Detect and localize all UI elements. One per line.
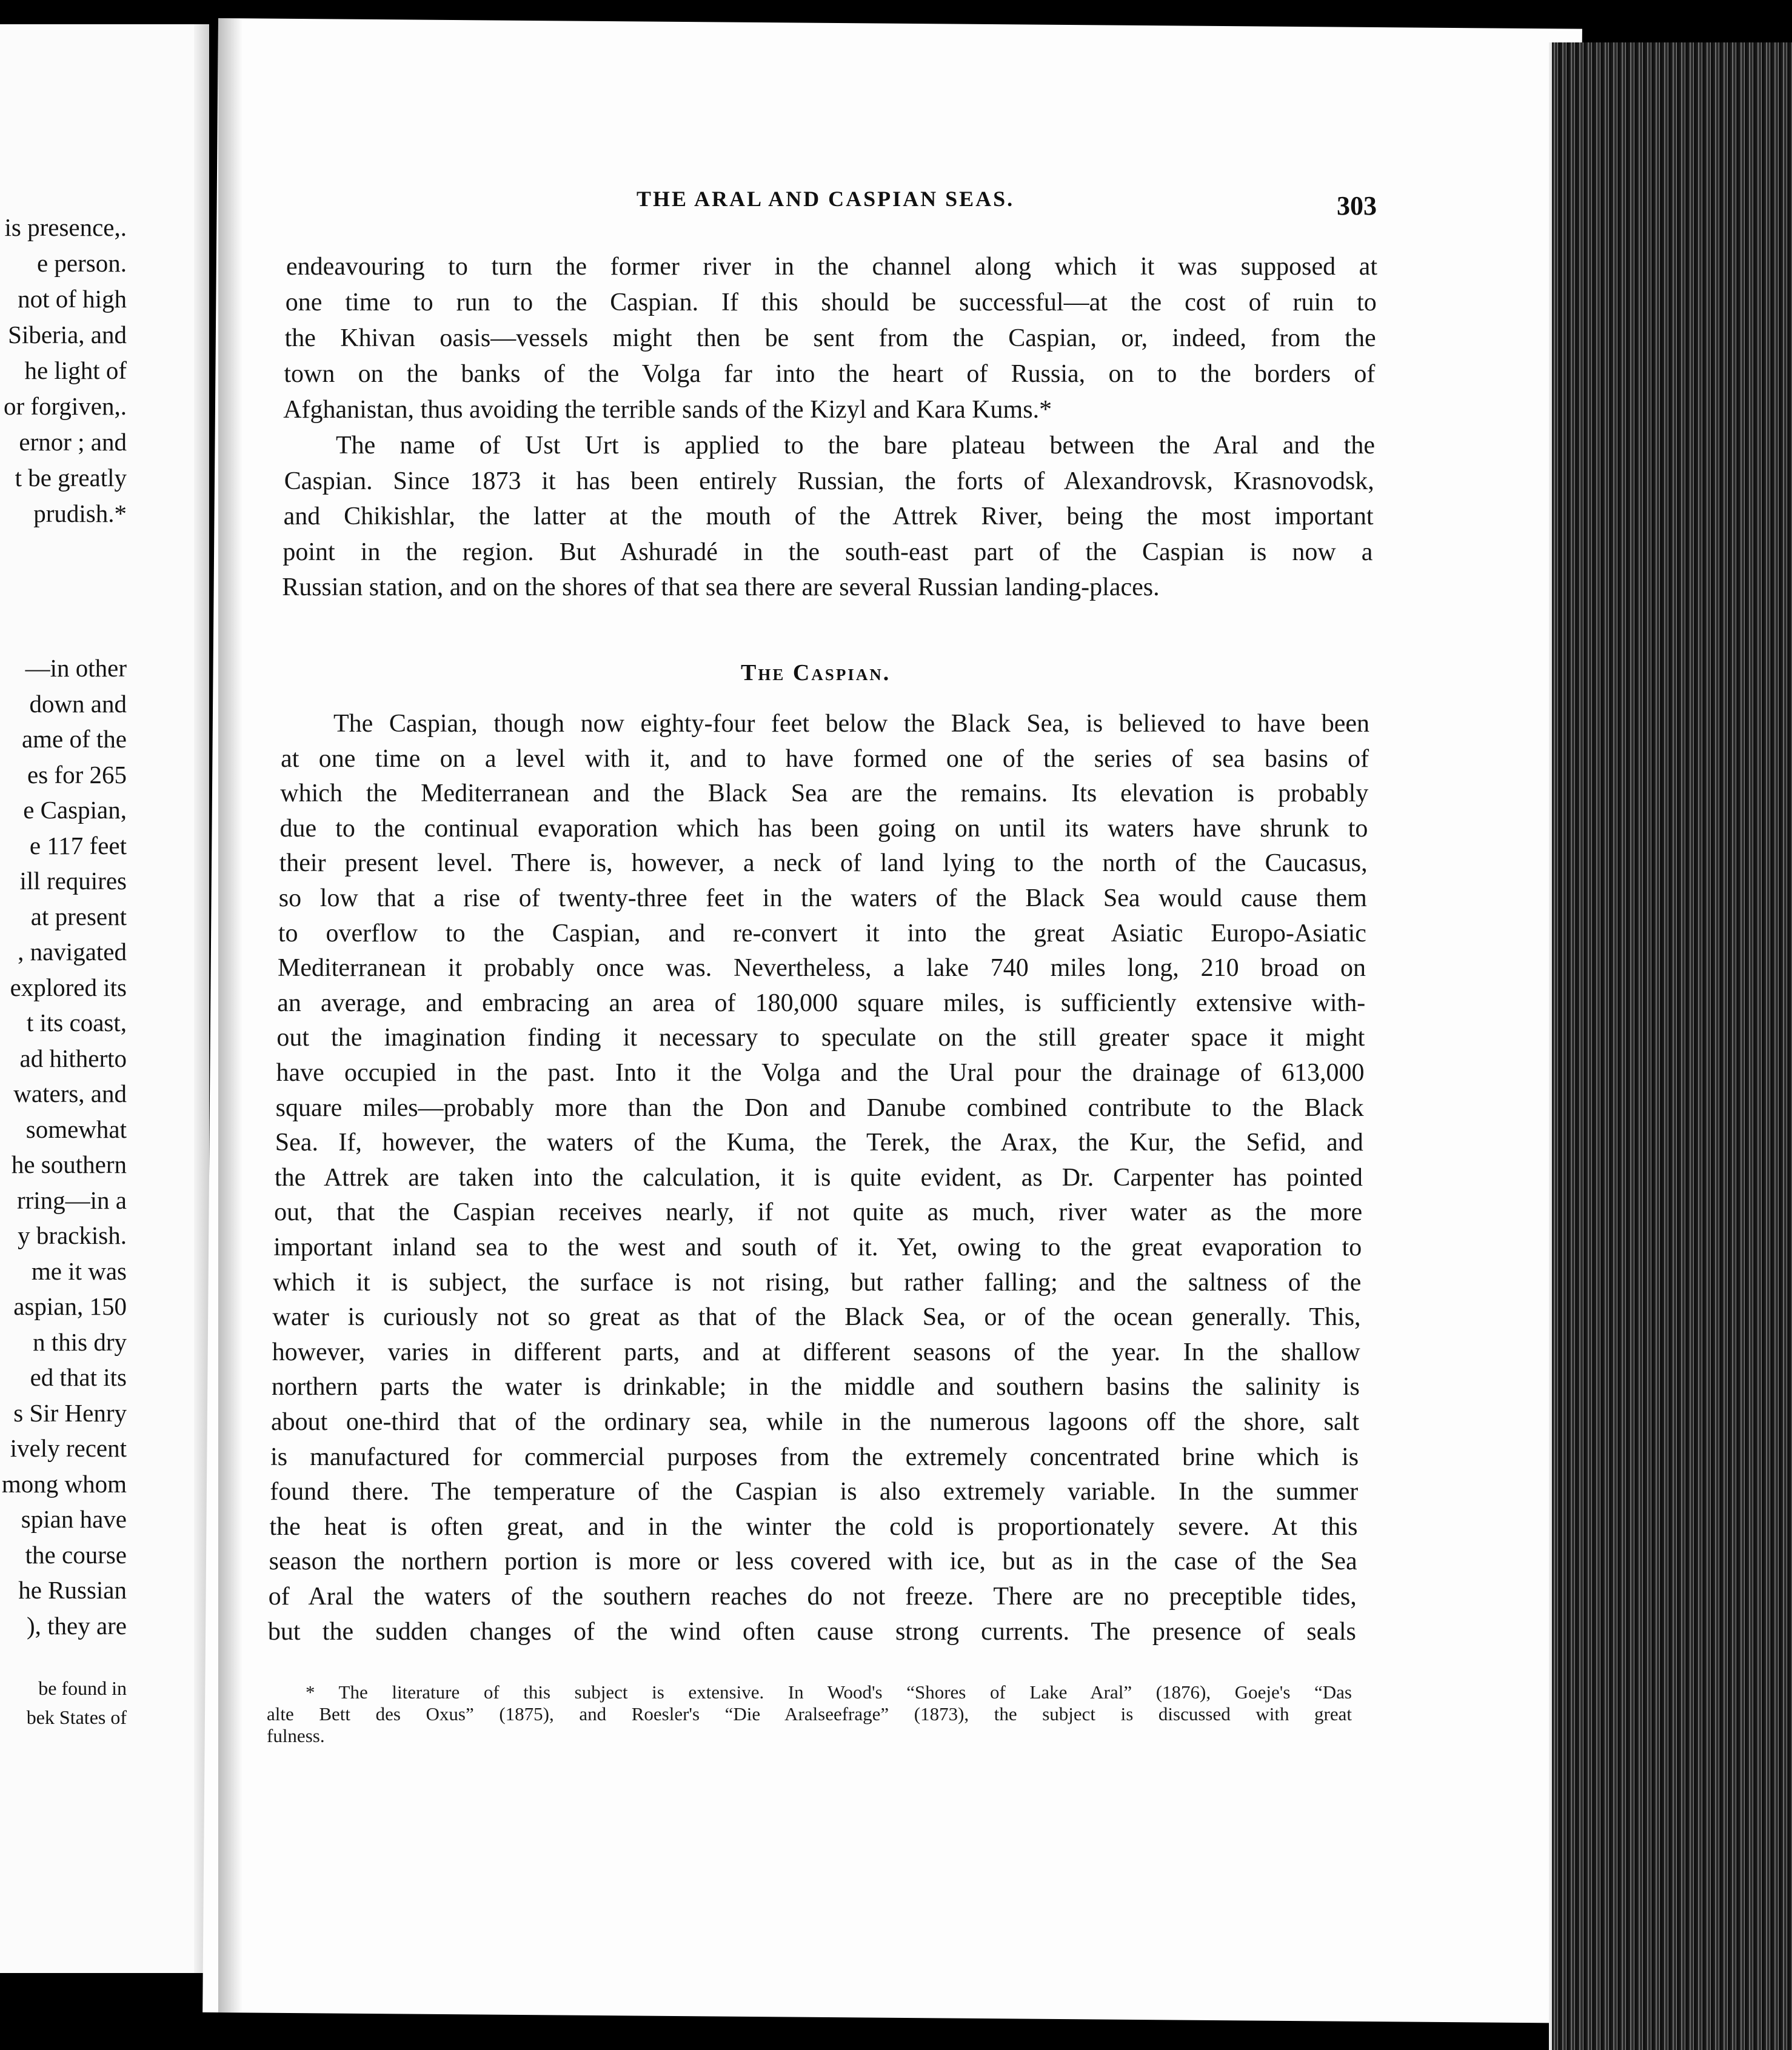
left-page-line: , navigated: [18, 938, 127, 966]
body-line: point in the region. But Ashuradé in the south-east part of the Caspian is now a: [283, 538, 1373, 566]
body-line: The name of Ust Urt is applied to the bare plateau between the Aral and the: [336, 432, 1375, 459]
left-page-line: waters, and: [13, 1080, 127, 1107]
left-page-line: he light of: [24, 356, 127, 384]
left-page-line: ame of the: [21, 725, 127, 753]
left-page-line: aspian, 150: [13, 1292, 127, 1320]
body-line: which the Mediterranean and the Black Sea are the remains. Its elevation is probably: [280, 780, 1369, 808]
body-line: Russian station, and on the shores of that sea there are several Russian landing-places.: [282, 573, 1160, 601]
left-page-line: e person.: [36, 249, 127, 277]
section-heading: The Caspian.: [741, 660, 891, 686]
left-page-line: ed that its: [30, 1363, 127, 1391]
left-page-line: somewhat: [25, 1115, 127, 1143]
body-line: water is curiously not so great as that of the Black Sea, or of the ocean generally. This,: [272, 1303, 1361, 1332]
body-line: one time to run to the Caspian. If this should be successful—at the cost of ruin to: [285, 289, 1377, 316]
footnote-line: alte Bett des Oxus” (1875), and Roesler's “Die Aralseefrage” (1873), the subject is discussed with great: [267, 1703, 1352, 1724]
body-line: The Caspian, though now eighty-four feet below the Black Sea, is believed to have been: [333, 710, 1369, 738]
body-line: Sea. If, however, the waters of the Kuma, the Terek, the Arax, the Kur, the Sefid, and: [275, 1129, 1363, 1157]
left-page-line: spian have: [21, 1505, 127, 1533]
left-page-line: not of high: [18, 285, 127, 313]
left-page-footnote-line: be found in: [38, 1677, 127, 1699]
left-page-line: s Sir Henry: [13, 1398, 127, 1427]
body-line: an average, and embracing an area of 180,000 square miles, is sufficiently extensive with-: [277, 989, 1366, 1017]
left-page-line: e 117 feet: [29, 831, 127, 860]
page-number: 303: [1337, 191, 1377, 221]
body-line: town on the banks of the Volga far into the heart of Russia, on to the borders of: [284, 360, 1376, 388]
left-page-line: at present: [30, 902, 127, 930]
body-line: Caspian. Since 1873 it has been entirely Russian, the forts of Alexandrovsk, Krasnovodsk,: [284, 467, 1374, 495]
left-page-line: me it was: [31, 1257, 127, 1285]
left-page-line: rring—in a: [16, 1186, 127, 1214]
body-line: season the northern portion is more or less covered with ice, but as in the case of the Sea: [269, 1548, 1357, 1576]
left-page-line: Siberia, and: [8, 321, 127, 349]
left-page-line: es for 265: [27, 760, 127, 789]
body-line: so low that a rise of twenty-three feet in the waters of the Black Sea would cause them: [278, 884, 1367, 912]
left-page-line: he southern: [11, 1150, 127, 1178]
body-line: the Khivan oasis—vessels might then be sent from the Caspian, or, indeed, from the: [284, 324, 1376, 352]
footnote-line: * The literature of this subject is extensive. In Wood's “Shores of Lake Aral” (1876), Goeje's “Das: [306, 1681, 1352, 1703]
left-page-line: —in other: [25, 654, 127, 682]
left-page-line: prudish.*: [33, 499, 127, 527]
body-line: endeavouring to turn the former river in the channel along which it was supposed at: [286, 253, 1377, 281]
left-page-line: t be greatly: [15, 464, 127, 492]
body-line: Mediterranean it probably once was. Nevertheless, a lake 740 miles long, 210 broad on: [278, 954, 1366, 983]
left-page-line: ill requires: [19, 867, 127, 895]
body-line: which it is subject, the surface is not rising, but rather falling; and the saltness of the: [273, 1268, 1362, 1297]
body-line: about one-third that of the ordinary sea, while in the numerous lagoons off the shore, salt: [271, 1408, 1359, 1436]
body-line: but the sudden changes of the wind often cause strong currents. The presence of seals: [267, 1617, 1356, 1646]
left-page-line: or forgiven,.: [3, 392, 127, 420]
left-page-line: y brackish.: [18, 1221, 127, 1249]
left-page-line: n this dry: [33, 1327, 127, 1356]
body-line: Afghanistan, thus avoiding the terrible sands of the Kizyl and Kara Kums.*: [283, 396, 1052, 424]
left-page-line: explored its: [10, 973, 127, 1001]
running-head: THE ARAL AND CASPIAN SEAS.: [637, 187, 1015, 211]
left-page-line: he Russian: [18, 1576, 127, 1604]
left-page-line: mong whom: [1, 1469, 127, 1498]
body-line: important inland sea to the west and south of it. Yet, owing to the great evaporation to: [273, 1234, 1362, 1261]
left-page-line: the course: [25, 1540, 127, 1569]
body-line: their present level. There is, however, a neck of land lying to the north of the Caucasus,: [279, 849, 1368, 878]
body-line: found there. The temperature of the Caspian is also extremely variable. In the summer: [270, 1478, 1359, 1506]
left-page-line: ernor ; and: [19, 428, 127, 456]
body-line: is manufactured for commercial purposes from the extremely concentrated brine which is: [270, 1443, 1359, 1471]
body-line: the heat is often great, and in the winter the cold is proportionately severe. At this: [269, 1512, 1358, 1541]
left-page-line: is presence,.: [4, 213, 127, 241]
body-line: and Chikishlar, the latter at the mouth of the Attrek River, being the most important: [283, 502, 1374, 530]
body-line: out the imagination finding it necessary to speculate on the still greater space it might: [276, 1024, 1365, 1052]
body-line: at one time on a level with it, and to have formed one of the series of sea basins of: [281, 744, 1369, 773]
footnote-line: fulness.: [267, 1725, 325, 1746]
left-page-line: down and: [29, 689, 127, 718]
left-page-line: e Caspian,: [23, 796, 127, 824]
body-line: of Aral the waters of the southern reaches do not freeze. There are no preceptible tides,: [268, 1583, 1357, 1611]
body-line: the Attrek are taken into the calculation, it is quite evident, as Dr. Carpenter has pointed: [274, 1163, 1363, 1192]
body-line: due to the continual evaporation which has been going on until its waters have shrunk to: [279, 814, 1368, 843]
left-page-line: ), they are: [26, 1611, 127, 1640]
left-page-footnote-line: bek States of: [26, 1706, 127, 1728]
left-page-line: t its coast,: [26, 1009, 127, 1037]
body-line: have occupied in the past. Into it the Volga and the Ural pour the drainage of 613,000: [276, 1059, 1365, 1087]
left-page-line: ad hitherto: [19, 1044, 127, 1072]
body-line: to overflow to the Caspian, and re-convert it into the great Asiatic Europo-Asiatic: [278, 919, 1366, 947]
body-line: however, varies in different parts, and at different seasons of the year. In the shallow: [272, 1338, 1360, 1366]
body-line: northern parts the water is drinkable; in the middle and southern basins the salinity is: [271, 1373, 1360, 1401]
left-page-line: ively recent: [10, 1434, 127, 1462]
body-line: square miles—probably more than the Don and Danube combined contribute to the Black: [275, 1093, 1364, 1122]
body-line: out, that the Caspian receives nearly, if not quite as much, river water as the more: [274, 1198, 1363, 1227]
